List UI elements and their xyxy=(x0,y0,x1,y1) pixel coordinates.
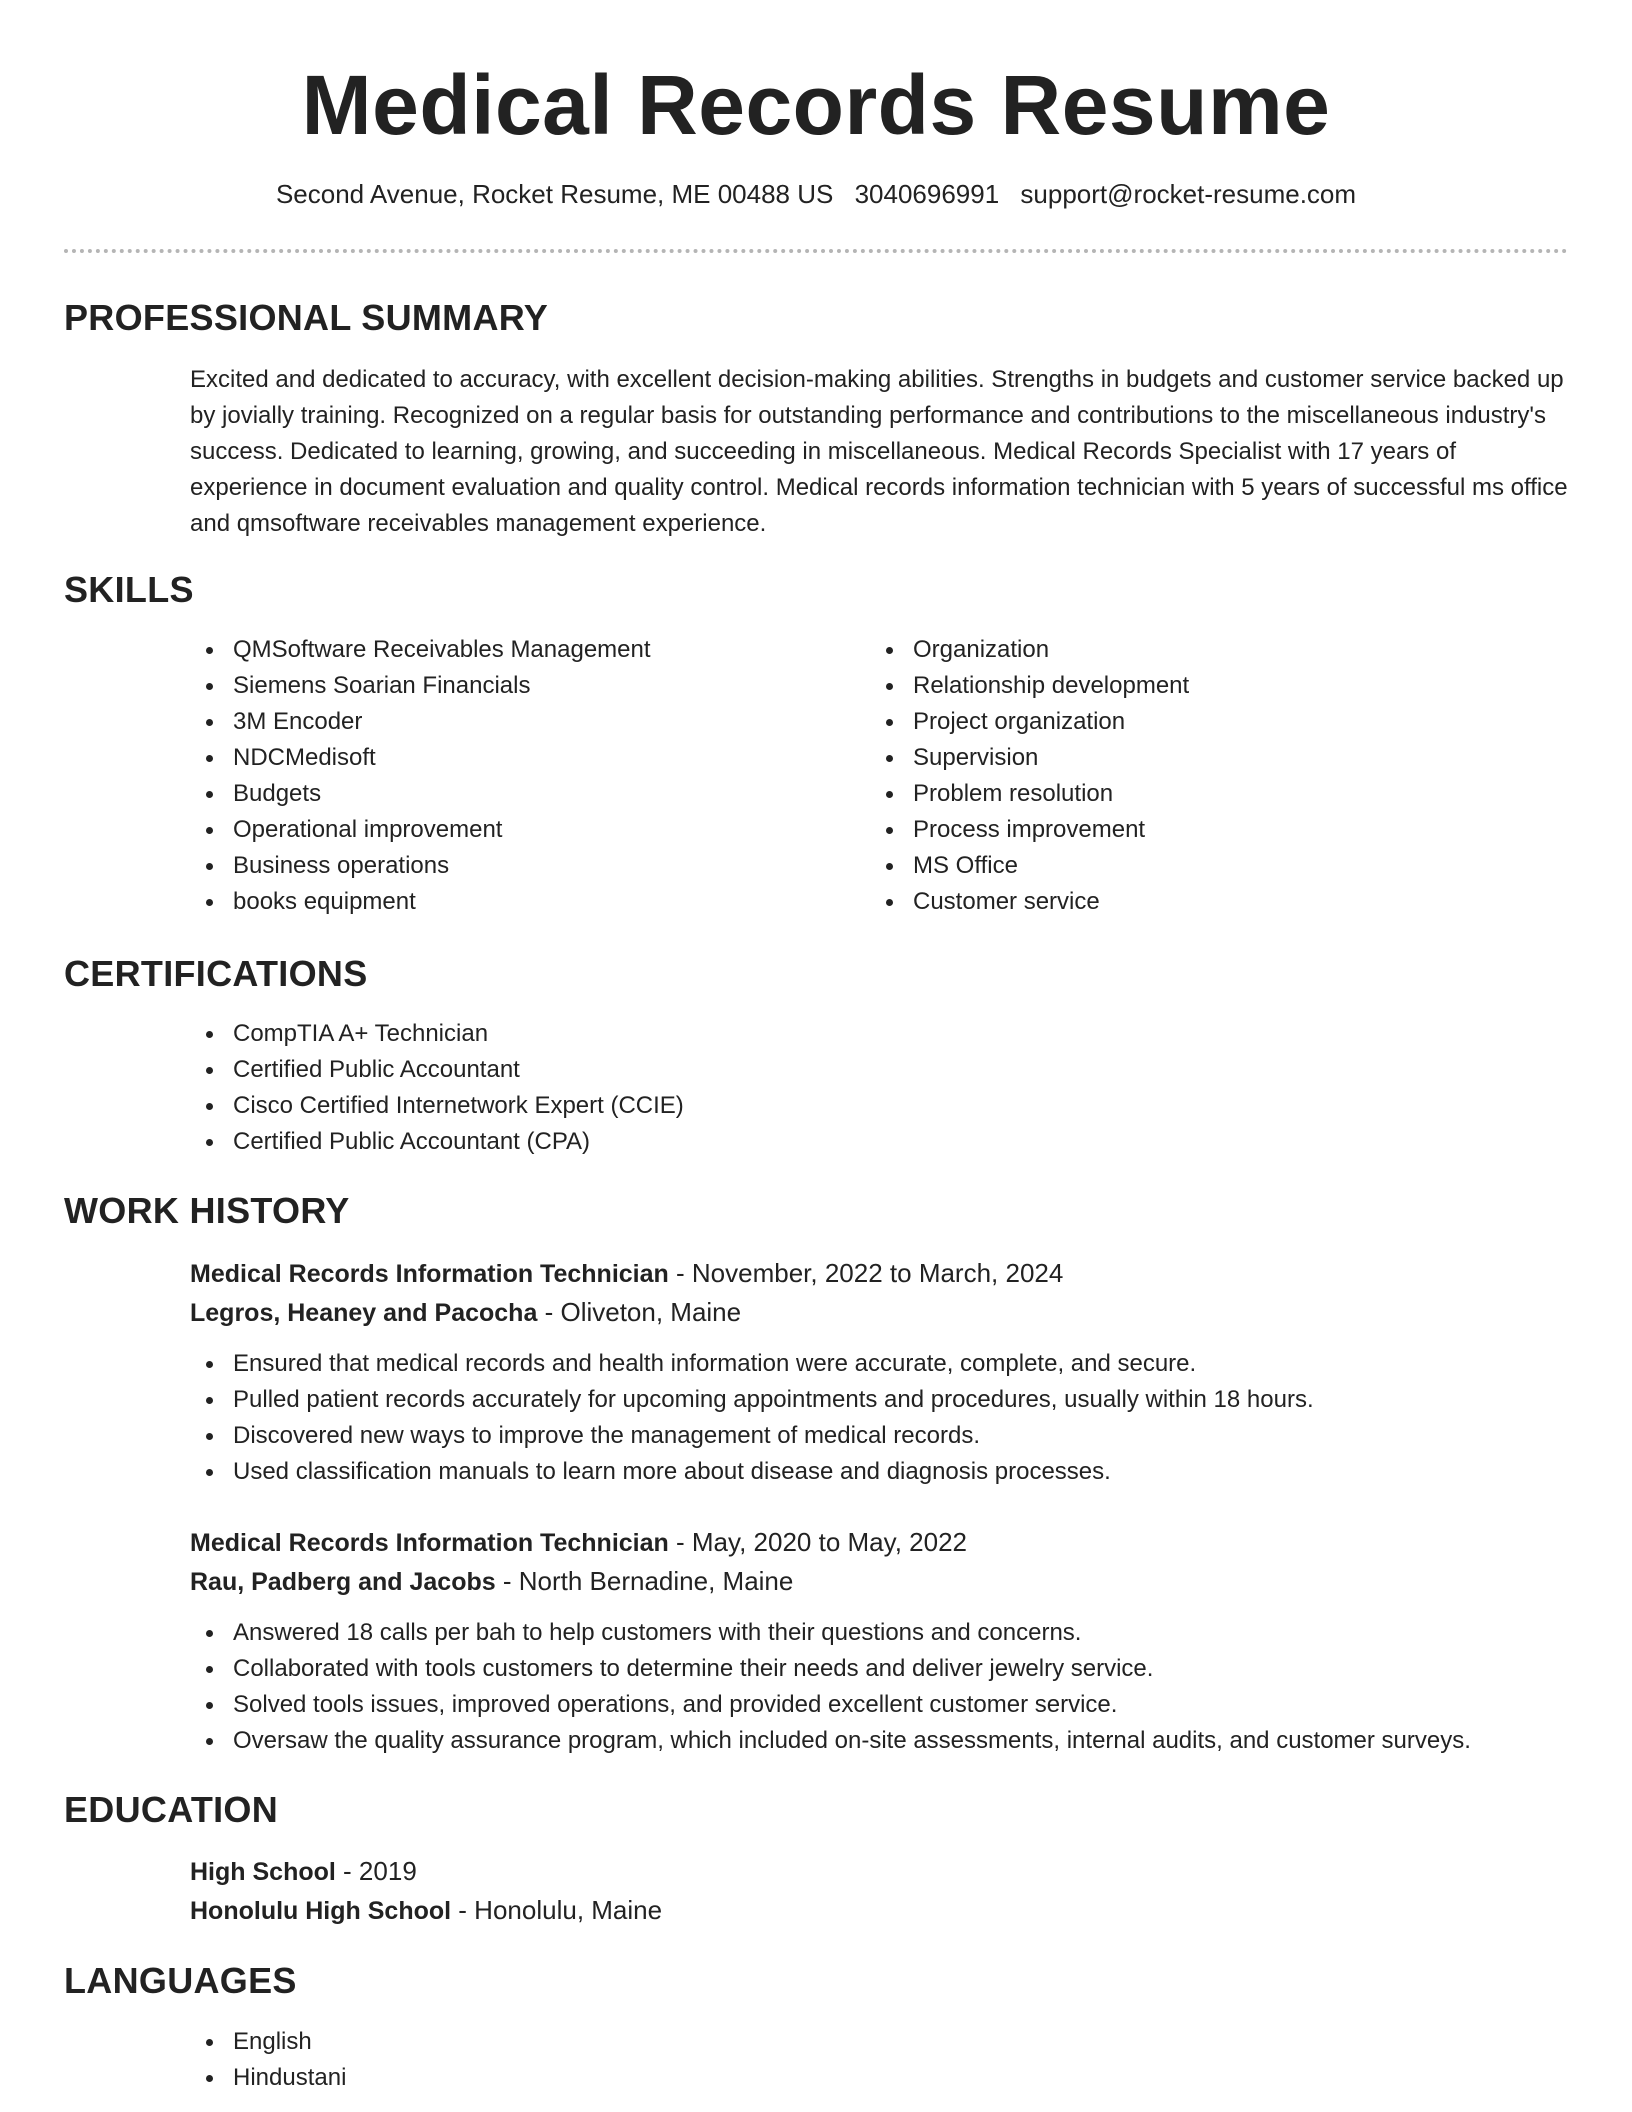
languages-list xyxy=(190,2024,1580,2096)
certification-item: Cisco Certified Internetwork Expert (CCIE) xyxy=(190,1088,1580,1124)
skill-item: Process improvement xyxy=(870,812,1570,848)
job-dates: - November, 2022 to March, 2024 xyxy=(668,1258,1064,1288)
contact-phone: 3040696991 xyxy=(854,179,1000,209)
job-bullet: Collaborated with tools customers to determine their needs and deliver jewelry service. xyxy=(190,1651,1580,1687)
job-bullet: Discovered new ways to improve the management of medical records. xyxy=(190,1418,1580,1454)
skill-item: MS Office xyxy=(870,848,1570,884)
header-divider xyxy=(64,249,1568,253)
job-entry xyxy=(190,1523,1580,1759)
job-location: - North Bernadine, Maine xyxy=(495,1566,794,1596)
languages-heading: LANGUAGES xyxy=(64,1960,297,2001)
summary-text: Excited and dedicated to accuracy, with excellent decision-making abilities. Strengths in budgets and customer service backed up by jovially training. Recognized on a regular basis for outstanding performance and contributions to the miscellaneous industry's success. Dedicated to learning, growing, and succeeding in miscellaneous. Medical Records Specialist with 17 years of experience in document evaluation and quality control. Medical records information technician with 5 years of successful ms office and qmsoftware receivables management experience. xyxy=(190,366,1568,537)
job-bullet: Used classification manuals to learn more about disease and diagnosis processes. xyxy=(190,1454,1580,1490)
certifications-heading: CERTIFICATIONS xyxy=(64,953,368,994)
job-title-line xyxy=(190,1523,1580,1562)
skill-item: 3M Encoder xyxy=(190,704,870,740)
education-degree: High School xyxy=(190,1858,336,1886)
skill-item: Project organization xyxy=(870,704,1570,740)
skill-item: Organization xyxy=(870,632,1570,668)
education-degree-line xyxy=(190,1852,1580,1891)
skills-column-right xyxy=(870,632,1570,920)
summary-heading: PROFESSIONAL SUMMARY xyxy=(64,297,549,338)
education-school-line xyxy=(190,1891,1580,1930)
resume-page xyxy=(64,0,1568,2091)
skill-item: QMSoftware Receivables Management xyxy=(190,632,870,668)
job-company: Rau, Padberg and Jacobs xyxy=(190,1568,496,1596)
skill-item: Supervision xyxy=(870,740,1570,776)
skills-heading: SKILLS xyxy=(64,569,194,610)
skill-item: Business operations xyxy=(190,848,870,884)
job-role: Medical Records Information Technician xyxy=(190,1260,669,1288)
skills-list xyxy=(190,632,1580,922)
job-company-line xyxy=(190,1562,1580,1601)
contact-line xyxy=(64,176,1568,212)
education-year: - 2019 xyxy=(335,1856,417,1886)
skill-item: Customer service xyxy=(870,884,1570,920)
resume-name: Medical Records Resume xyxy=(301,58,1331,152)
skill-item: Siemens Soarian Financials xyxy=(190,668,870,704)
certification-item: CompTIA A+ Technician xyxy=(190,1016,1580,1052)
skill-item: books equipment xyxy=(190,884,870,920)
skill-item: Relationship development xyxy=(870,668,1570,704)
contact-address: Second Avenue, Rocket Resume, ME 00488 US xyxy=(275,179,834,209)
job-location: - Oliveton, Maine xyxy=(537,1297,742,1327)
certification-item: Certified Public Accountant (CPA) xyxy=(190,1124,1580,1160)
contact-email: support@rocket-resume.com xyxy=(1020,179,1357,209)
certification-item: Certified Public Accountant xyxy=(190,1052,1580,1088)
job-company-line xyxy=(190,1293,1580,1332)
education-entry xyxy=(190,1852,1580,1930)
skill-item: Operational improvement xyxy=(190,812,870,848)
job-role: Medical Records Information Technician xyxy=(190,1529,669,1557)
language-item: English xyxy=(190,2024,1580,2060)
certifications-list xyxy=(190,1016,1580,1160)
education-heading: EDUCATION xyxy=(64,1789,279,1830)
job-company: Legros, Heaney and Pacocha xyxy=(190,1299,538,1327)
job-bullet: Ensured that medical records and health information were accurate, complete, and secure. xyxy=(190,1346,1580,1382)
work-history-heading: WORK HISTORY xyxy=(64,1190,350,1231)
job-dates: - May, 2020 to May, 2022 xyxy=(668,1527,967,1557)
skill-item: Problem resolution xyxy=(870,776,1570,812)
job-bullet: Oversaw the quality assurance program, which included on-site assessments, internal audits, and customer surveys. xyxy=(190,1723,1580,1759)
job-bullet: Pulled patient records accurately for upcoming appointments and procedures, usually within 18 hours. xyxy=(190,1382,1580,1418)
skill-item: Budgets xyxy=(190,776,870,812)
job-entry xyxy=(190,1254,1580,1490)
job-title-line xyxy=(190,1254,1580,1293)
education-school: Honolulu High School xyxy=(190,1897,452,1925)
skill-item: NDCMedisoft xyxy=(190,740,870,776)
job-bullet: Answered 18 calls per bah to help customers with their questions and concerns. xyxy=(190,1615,1580,1651)
language-item: Hindustani xyxy=(190,2060,1580,2096)
education-location: - Honolulu, Maine xyxy=(451,1895,663,1925)
job-bullet: Solved tools issues, improved operations, and provided excellent customer service. xyxy=(190,1687,1580,1723)
skills-column-left xyxy=(190,632,870,920)
